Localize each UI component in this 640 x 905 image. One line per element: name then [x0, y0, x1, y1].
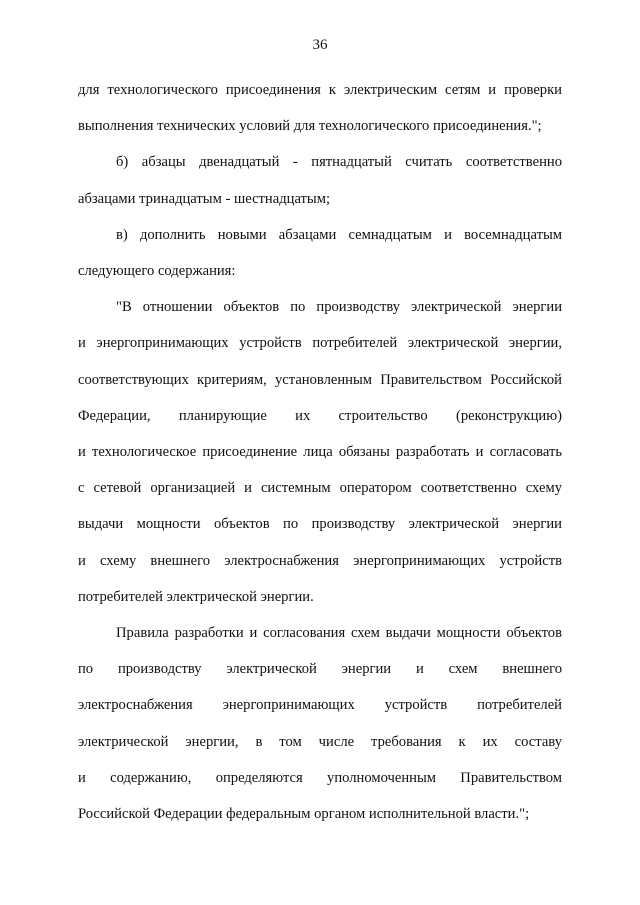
text-line: с сетевой организацией и системным оператором соответственно схему [78, 480, 562, 497]
text-line: Федерации, планирующие их строительство (реконструкцию) [78, 407, 562, 424]
text-line: выдачи мощности объектов по производству электрической энергии [78, 516, 562, 533]
text-line: "В отношении объектов по производству электрической энергии [116, 299, 562, 316]
text-line: для технологического присоединения к электрическим сетям и проверки [78, 82, 562, 98]
text-line: выполнения технических условий для технологического присоединения."; [78, 118, 542, 135]
text-line: Российской Федерации федеральным органом исполнительной власти."; [78, 806, 530, 823]
document-body [78, 72, 562, 832]
text-line: и содержанию, определяются уполномоченным Правительством [78, 769, 562, 786]
text-line: Правила разработки и согласования схем выдачи мощности объектов [116, 625, 562, 642]
text-line: и технологическое присоединение лица обязаны разработать и согласовать [78, 444, 562, 461]
text-line: электроснабжения энергопринимающих устройств потребителей [78, 697, 562, 714]
paragraph [78, 144, 562, 216]
text-line: потребителей электрической энергии. [78, 588, 314, 605]
text-line: и энергопринимающих устройств потребителей электрической энергии, [78, 335, 562, 352]
text-line: и схему внешнего электроснабжения энергопринимающих устройств [78, 552, 562, 569]
paragraph [78, 289, 562, 615]
text-line: следующего содержания: [78, 263, 236, 280]
paragraph [78, 217, 562, 289]
text-line: в) дополнить новыми абзацами семнадцатым и восемнадцатым [116, 226, 562, 243]
page-number: 36 [312, 37, 328, 53]
paragraph [78, 72, 562, 144]
text-line: соответствующих критериям, установленным Правительством Российской [78, 371, 562, 388]
text-line: б) абзацы двенадцатый - пятнадцатый считать соответственно [116, 154, 562, 171]
paragraph [78, 615, 562, 832]
text-line: абзацами тринадцатым - шестнадцатым; [78, 190, 331, 207]
text-line: электрической энергии, в том числе требования к их составу [78, 733, 562, 750]
text-line: по производству электрической энергии и схем внешнего [78, 661, 562, 678]
